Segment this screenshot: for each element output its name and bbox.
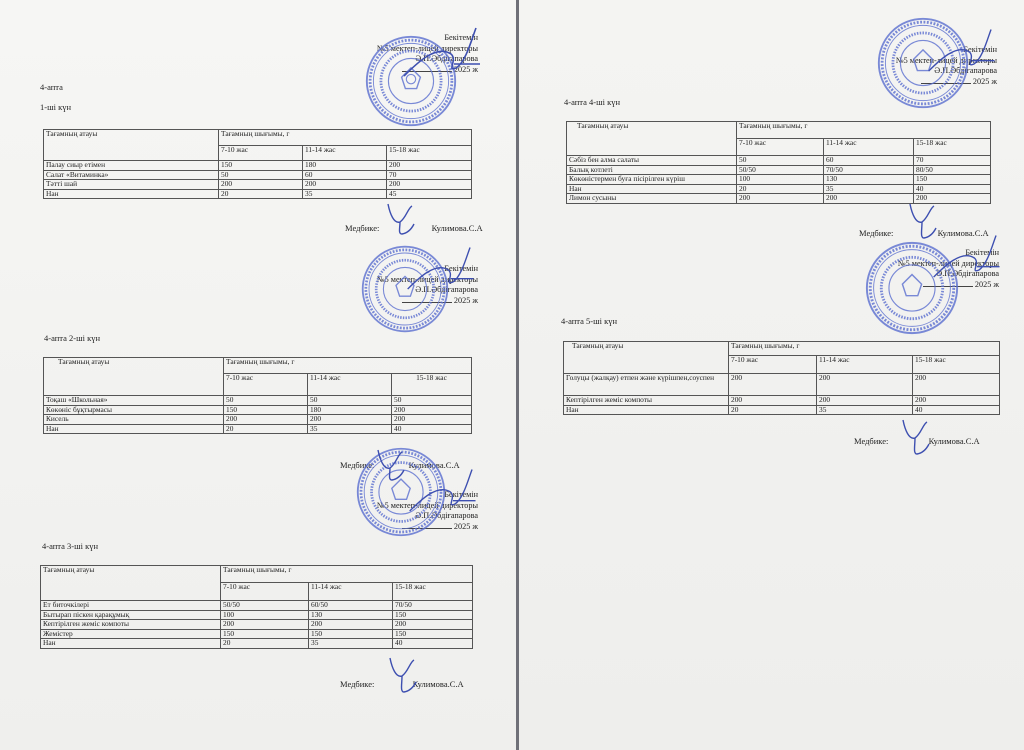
table-row: Салат «Витаминка» 50 60 70: [44, 170, 472, 180]
table-row: Нан 20 35 40: [41, 639, 473, 649]
header-age: 15-18 жас: [913, 356, 1000, 374]
table-row: Сәбіз бен алма салаты 50 60 70: [567, 156, 991, 166]
approval-date: 2025 ж: [340, 522, 478, 533]
header-age: 15-18 жас: [392, 374, 472, 396]
table-row: Лимон сусыны 200 200 200: [567, 194, 991, 204]
table-row: Кисель 200 200 200: [44, 415, 472, 425]
header-name: Тағамның атауы: [567, 122, 737, 156]
table-row: Кептірілген жеміс компоты 200 200 200: [564, 396, 1000, 406]
header-name: Тағамның атауы: [41, 566, 221, 601]
menu-table: [566, 121, 991, 204]
approval-position: №5 мектеп-лицей директоры: [376, 43, 478, 53]
medic-signature: [372, 446, 408, 482]
approval-position: №5 мектеп-лицей директоры: [895, 55, 997, 65]
medic-signature-line: Медбике: Кулимова.С.А: [340, 460, 460, 470]
header-yield: Тағамның шығымы, г: [729, 342, 1000, 356]
day-title: 4-апта 3-ші күн: [42, 541, 99, 551]
day-title: 4-апта 5-ші күн: [561, 316, 618, 326]
approval-director-name: Ә.П.Әбдіғапарова: [415, 285, 478, 294]
header-age: 7-10 жас: [737, 139, 824, 156]
day-title: 4-апта 2-ші күн: [44, 333, 101, 343]
table-row: Көкөніс бұқтырмасы 150 180 200: [44, 405, 472, 415]
director-signature: [396, 24, 482, 84]
approval-date: 2025 ж: [340, 296, 478, 307]
director-signature: [919, 26, 999, 78]
table-row: Нан 20 35 40: [564, 405, 1000, 415]
director-signature: [400, 466, 480, 518]
day-title: 4-апта 4-ші күн: [564, 97, 621, 107]
header-age: 7-10 жас: [221, 583, 309, 601]
menu-table: [563, 341, 1000, 415]
table-row: Нан 20 35 40: [44, 424, 472, 434]
approval-position: №5 мектеп-лицей директоры: [897, 258, 999, 268]
header-age: 11-14 жас: [824, 139, 914, 156]
header-age: 7-10 жас: [219, 146, 303, 161]
medic-signature-line: Медбике: Кулимова.С.А: [854, 436, 980, 446]
approval-position: №5 мектеп-лицей директоры: [376, 274, 478, 284]
director-signature: [398, 244, 478, 296]
approval-title: Бекітемін: [444, 490, 478, 499]
approval-date: 2025 ж: [859, 77, 997, 88]
table-row: Балық котлеті 50/50 70/50 80/50: [567, 165, 991, 175]
medic-signature: [382, 200, 418, 236]
table-row: Кептірілген жеміс компоты 200 200 200: [41, 620, 473, 630]
table-row: Голуцы (жалқау) етпен және күрішпен,соуспен 200 200 200: [564, 374, 1000, 396]
header-age: 7-10 жас: [729, 356, 817, 374]
menu-table: [43, 129, 472, 199]
medic-signature-line: Медбике: Кулимова.С.А: [340, 679, 464, 689]
table-row: Нан 20 35 45: [44, 189, 472, 199]
header-name: Тағамның атауы: [564, 342, 729, 374]
approval-date: 2025 ж: [340, 65, 478, 76]
header-age: 11-14 жас: [817, 356, 913, 374]
table-row: Палау сиыр етімен 150 180 200: [44, 161, 472, 171]
medic-signature: [384, 652, 420, 696]
medic-signature-line: Медбике: Кулимова.С.А: [859, 228, 989, 238]
week-label: 4-апта: [40, 82, 63, 92]
header-yield: Тағамның шығымы, г: [221, 566, 473, 583]
approval-director-name: Ә.П.Әбдіғапарова: [934, 66, 997, 75]
medic-signature: [897, 416, 933, 456]
table-row: Нан 20 35 40: [567, 184, 991, 194]
header-age: 7-10 жас: [224, 374, 308, 396]
approval-title: Бекітемін: [444, 33, 478, 42]
approval-position: №5 мектеп-лицей директоры: [376, 500, 478, 510]
header-age: 15-18 жас: [387, 146, 472, 161]
menu-table: [43, 357, 472, 434]
header-yield: Тағамның шығымы, г: [224, 358, 472, 374]
table-row: Бытырап піскен қарақұмық 100 130 150: [41, 610, 473, 620]
approval-title: Бекітемін: [963, 45, 997, 54]
approval-title: Бекітемін: [965, 248, 999, 257]
medic-signature: [904, 200, 940, 240]
document-page-right: [519, 0, 1024, 750]
header-age: 11-14 жас: [308, 374, 392, 396]
header-yield: Тағамның шығымы, г: [219, 130, 472, 146]
table-row: Жемістер 150 150 150: [41, 629, 473, 639]
approval-title: Бекітемін: [444, 264, 478, 273]
table-row: Тәтті шай 200 200 200: [44, 180, 472, 190]
table-row: Ет биточкілері 50/50 60/50 70/50: [41, 601, 473, 611]
header-age: 15-18 жас: [914, 139, 991, 156]
approval-date: 2025 ж: [859, 280, 999, 291]
day-title: 1-ші күн: [40, 102, 72, 112]
header-age: 11-14 жас: [303, 146, 387, 161]
medic-signature-line: Медбике: Кулимова.С.А: [345, 223, 483, 233]
header-name: Тағамның атауы: [44, 358, 224, 396]
approval-director-name: Ә.П.Әбдіғапарова: [415, 54, 478, 63]
approval-director-name: Ә.П.Әбдіғапарова: [415, 511, 478, 520]
table-row: Тоқаш «Школьная» 50 50 50: [44, 396, 472, 406]
header-age: 11-14 жас: [309, 583, 393, 601]
header-name: Тағамның атауы: [44, 130, 219, 161]
header-age: 15-18 жас: [393, 583, 473, 601]
header-yield: Тағамның шығымы, г: [737, 122, 991, 139]
menu-table: [40, 565, 473, 649]
table-row: Көкөністермен буға пісірілген күріш 100 130 150: [567, 175, 991, 185]
approval-director-name: Ә.П.Әбдіғапарова: [936, 269, 999, 278]
